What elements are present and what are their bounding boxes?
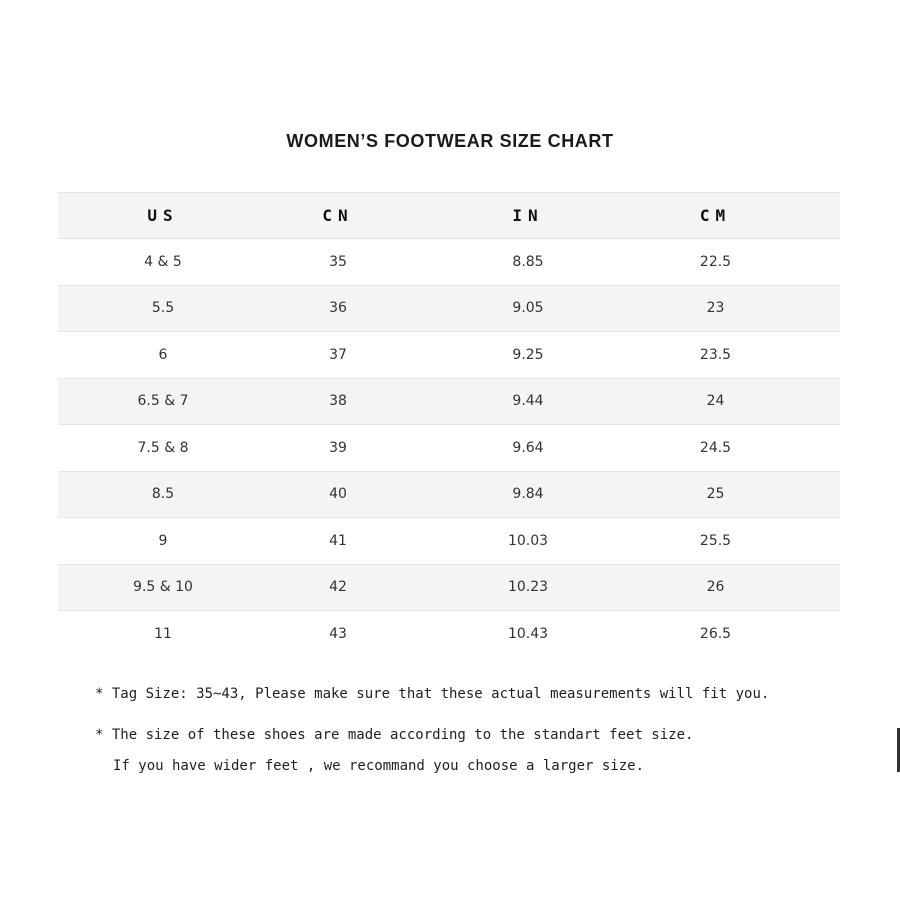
cell-cn: 35 — [329, 253, 347, 270]
cell-in: 9.05 — [512, 300, 544, 317]
header-cm: CM — [699, 206, 732, 225]
cell-in: 9.44 — [512, 393, 544, 410]
cell-cm: 23.5 — [699, 346, 732, 363]
cell-cm: 26.5 — [699, 626, 732, 643]
table-row — [58, 379, 840, 426]
cell-in: 9.84 — [512, 486, 544, 503]
table-row — [58, 332, 840, 379]
table-row — [58, 518, 840, 565]
cell-cn: 40 — [329, 486, 347, 503]
cell-us: 8.5 — [151, 486, 175, 503]
cell-in: 9.25 — [512, 346, 544, 363]
cell-cm: 26 — [706, 579, 725, 596]
table-row — [58, 286, 840, 333]
cell-us: 5.5 — [151, 300, 175, 317]
header-us: US — [147, 206, 179, 225]
table-row — [58, 239, 840, 286]
cell-cn: 43 — [329, 626, 347, 643]
header-in: IN — [512, 206, 544, 225]
page-title: WOMEN’S FOOTWEAR SIZE CHART — [286, 131, 614, 151]
note-tag-size: * Tag Size: 35~43, Please make sure that these actual measurements will fit you. — [95, 686, 770, 702]
cell-cm: 24.5 — [699, 439, 732, 456]
cell-us: 6.5 & 7 — [137, 393, 189, 410]
table-row — [58, 611, 840, 658]
cell-in: 10.03 — [507, 532, 549, 549]
table-header-row — [58, 192, 840, 239]
notes-section — [95, 684, 769, 776]
cell-cn: 38 — [329, 393, 347, 410]
cell-cn: 41 — [329, 532, 347, 549]
cell-cm: 24 — [706, 393, 725, 410]
cell-in: 10.23 — [507, 579, 549, 596]
cell-cm: 22.5 — [699, 253, 732, 270]
table-row — [58, 425, 840, 472]
cell-us: 9 — [158, 532, 168, 549]
cell-in: 9.64 — [512, 439, 544, 456]
note-standard-size: * The size of these shoes are made according to the standart feet size. — [95, 727, 694, 743]
cell-us: 7.5 & 8 — [137, 439, 189, 456]
cell-us: 11 — [154, 626, 172, 643]
cell-cm: 23 — [706, 300, 725, 317]
cell-cm: 25.5 — [699, 532, 732, 549]
table-row — [58, 472, 840, 519]
cell-cn: 36 — [329, 300, 347, 317]
header-cn: CN — [322, 206, 354, 225]
size-chart-table — [58, 192, 840, 658]
cell-us: 6 — [158, 346, 168, 363]
cell-cn: 37 — [329, 346, 347, 363]
cell-us: 9.5 & 10 — [133, 579, 193, 596]
cell-cn: 42 — [329, 579, 347, 596]
cell-cn: 39 — [329, 439, 347, 456]
cell-cm: 25 — [706, 486, 725, 503]
note-wider-feet: If you have wider feet , we recommand you choose a larger size. — [113, 758, 645, 774]
table-row — [58, 565, 840, 612]
cell-us: 4 & 5 — [144, 253, 182, 270]
cell-in: 8.85 — [512, 253, 544, 270]
cell-in: 10.43 — [507, 626, 549, 643]
